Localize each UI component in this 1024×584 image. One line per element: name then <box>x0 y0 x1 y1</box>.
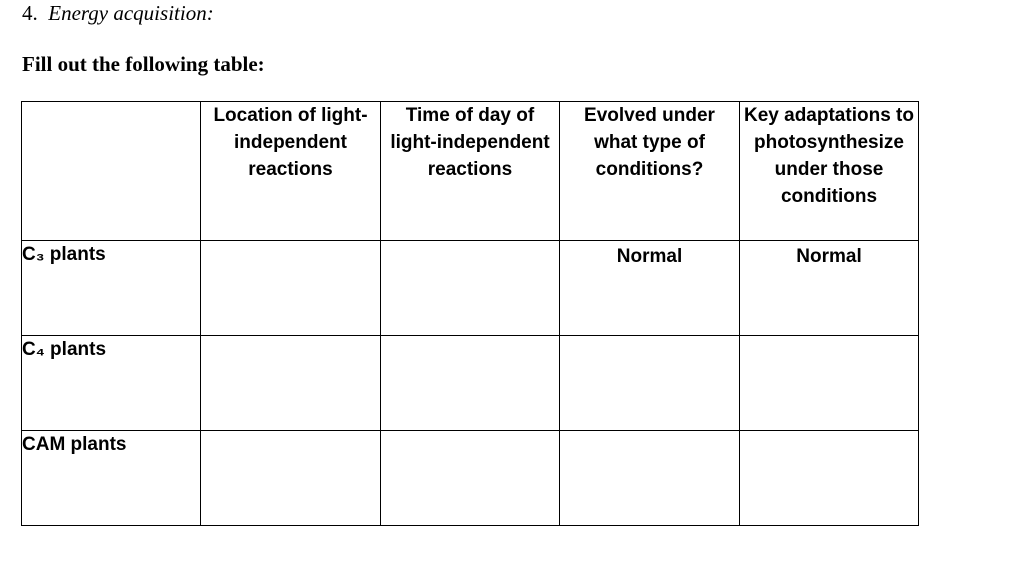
table-row <box>22 336 919 431</box>
answer-cell[interactable] <box>381 431 560 526</box>
header-corner-cell <box>22 102 201 241</box>
question-number: 4. <box>22 1 38 25</box>
answer-cell[interactable] <box>740 241 919 336</box>
answer-cell[interactable] <box>740 431 919 526</box>
cell-value: Normal <box>796 246 862 267</box>
answer-cell[interactable] <box>560 431 740 526</box>
question-title: Energy acquisition: <box>48 1 214 25</box>
header-key-adaptations: Key adaptations to photosynthesize under those conditions <box>740 102 919 241</box>
row-label-cam: CAM plants <box>22 431 201 526</box>
row-label-c3: C₃ plants <box>22 241 201 336</box>
answer-cell[interactable] <box>201 431 381 526</box>
table-header-row <box>22 102 919 241</box>
answer-cell[interactable] <box>381 241 560 336</box>
header-evolved-conditions: Evolved under what type of conditions? <box>560 102 740 241</box>
header-location: Location of light-independent reactions <box>201 102 381 241</box>
question-heading <box>22 0 214 26</box>
fill-in-table <box>21 101 919 526</box>
answer-cell[interactable] <box>560 336 740 431</box>
answer-cell[interactable] <box>201 336 381 431</box>
row-label-c4: C₄ plants <box>22 336 201 431</box>
answer-cell[interactable] <box>201 241 381 336</box>
instruction-text: Fill out the following table: <box>22 52 265 76</box>
cell-value: Normal <box>616 246 683 267</box>
table-row <box>22 241 919 336</box>
answer-cell[interactable] <box>740 336 919 431</box>
answer-cell[interactable] <box>560 241 740 336</box>
table-row <box>22 431 919 526</box>
header-time-of-day: Time of day of light-independent reactions <box>381 102 560 241</box>
answer-cell[interactable] <box>381 336 560 431</box>
